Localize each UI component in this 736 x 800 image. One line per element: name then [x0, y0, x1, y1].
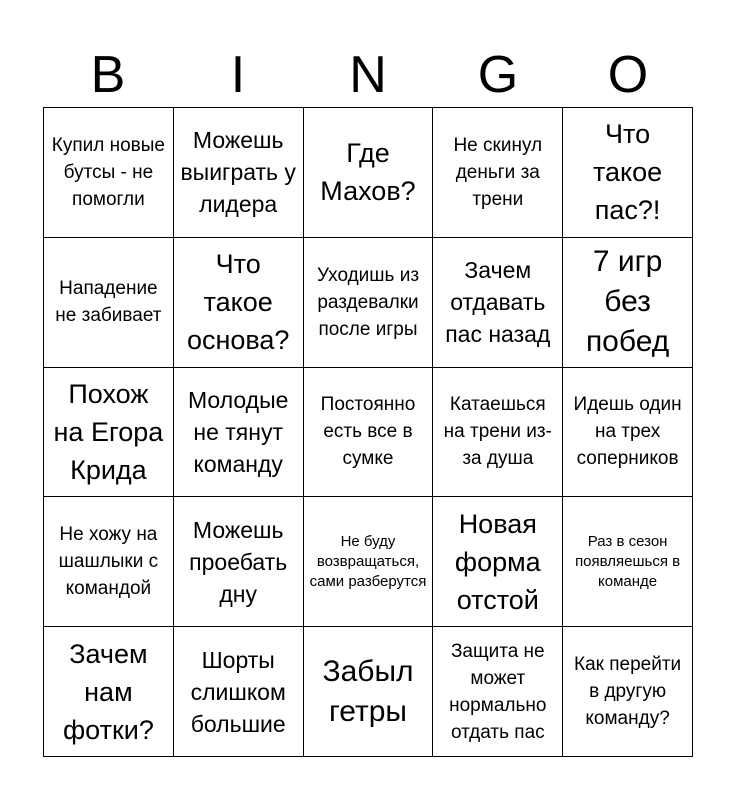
cell-text: Можешь выиграть у лидера: [180, 127, 296, 218]
cell-text: Шорты слишком большие: [190, 646, 286, 737]
header-letter-b: B: [90, 46, 126, 104]
bingo-cell[interactable]: [433, 627, 563, 757]
bingo-cell[interactable]: [174, 108, 304, 238]
bingo-cell[interactable]: [563, 368, 693, 498]
bingo-cell[interactable]: [433, 497, 563, 627]
cell-text: Раз в сезон появляешься в команде: [575, 532, 681, 590]
header-letter-i: I: [230, 46, 246, 104]
cell-text: Купил новые бутсы - не помогли: [51, 134, 165, 210]
cell-text: Забыл гетры: [322, 654, 414, 728]
bingo-cell[interactable]: [44, 627, 174, 757]
header-letter-o: O: [607, 46, 649, 104]
bingo-cell[interactable]: [44, 108, 174, 238]
cell-text: Молодые не тянут команду: [187, 386, 289, 477]
cell-text: Постоянно есть все в сумке: [320, 394, 416, 470]
cell-text: Зачем нам фотки?: [62, 638, 154, 745]
cell-text: Что такое основа?: [186, 249, 290, 356]
header-letter-g: G: [477, 46, 519, 104]
bingo-cell[interactable]: [304, 108, 434, 238]
cell-text: Идешь один на трех соперников: [573, 394, 682, 470]
cell-text: Не скинул деньги за трени: [453, 134, 543, 210]
cell-text: Нападение не забивает: [55, 278, 162, 327]
bingo-cell[interactable]: [44, 497, 174, 627]
bingo-cell[interactable]: [563, 627, 693, 757]
cell-text: Что такое пас?!: [592, 119, 663, 226]
cell-text: Где Махов?: [320, 138, 416, 207]
cell-text: Как перейти в другую команду?: [574, 654, 682, 730]
bingo-cell[interactable]: [174, 368, 304, 498]
bingo-cell[interactable]: [304, 627, 434, 757]
bingo-cell[interactable]: [433, 238, 563, 368]
bingo-cell[interactable]: [304, 368, 434, 498]
bingo-cell[interactable]: [174, 627, 304, 757]
cell-text: Защита не может нормально отдать пас: [449, 640, 547, 743]
cell-text: Не буду возвращаться, сами разберутся: [309, 532, 427, 590]
bingo-cell[interactable]: [433, 108, 563, 238]
bingo-grid: [43, 107, 693, 757]
bingo-cell[interactable]: [563, 108, 693, 238]
bingo-cell[interactable]: [304, 497, 434, 627]
bingo-cell[interactable]: [433, 368, 563, 498]
cell-text: Уходишь из раздевалки после игры: [316, 264, 420, 340]
cell-text: Можешь проебать дну: [189, 516, 288, 607]
bingo-cell[interactable]: [304, 238, 434, 368]
cell-text: Не хожу на шашлыки с командой: [58, 524, 159, 600]
cell-text: Новая форма отстой: [454, 508, 541, 615]
cell-text: Катаешься на трени из-за душа: [443, 394, 552, 470]
bingo-cell[interactable]: [174, 497, 304, 627]
bingo-cell[interactable]: [563, 497, 693, 627]
bingo-cell[interactable]: [44, 238, 174, 368]
bingo-header: [43, 42, 693, 108]
bingo-cell[interactable]: [563, 238, 693, 368]
cell-text: 7 игр без побед: [585, 245, 670, 359]
header-letter-n: N: [349, 46, 387, 104]
cell-text: Зачем отдавать пас назад: [445, 257, 551, 348]
bingo-cell[interactable]: [44, 368, 174, 498]
bingo-cell[interactable]: [174, 238, 304, 368]
cell-text: Похож на Егора Крида: [53, 378, 164, 485]
